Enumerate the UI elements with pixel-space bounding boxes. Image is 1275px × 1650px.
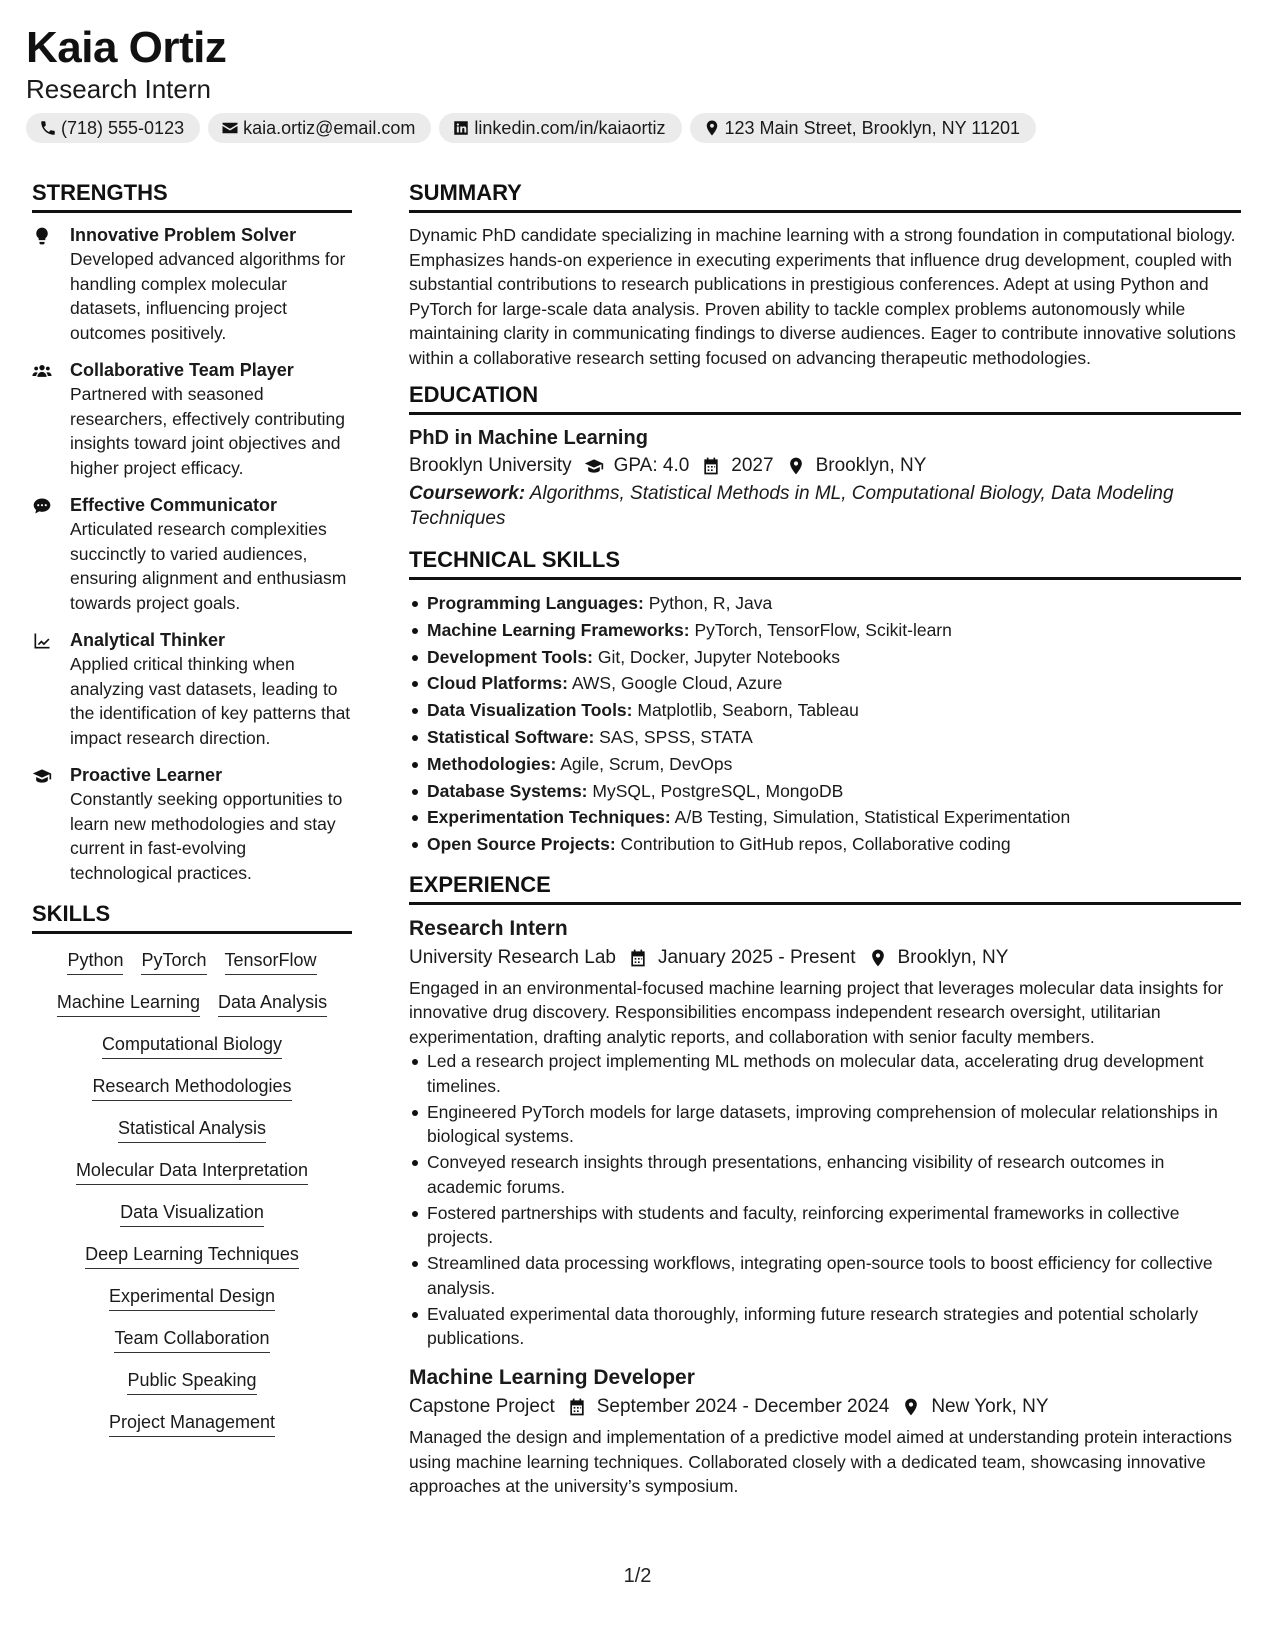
skill-values: A/B Testing, Simulation, Statistical Experimentation bbox=[674, 807, 1071, 828]
strength-title: Effective Communicator bbox=[70, 495, 278, 515]
skill-tag: Research Methodologies bbox=[92, 1070, 291, 1101]
strength-desc: Applied critical thinking when analyzing vast datasets, leading to the identification of key patterns that impact research direction. bbox=[70, 654, 351, 748]
skill-values: Matplotlib, Seaborn, Tableau bbox=[637, 700, 859, 721]
contact-linkedin[interactable] bbox=[439, 113, 681, 143]
page-number: 1/2 bbox=[623, 1565, 652, 1587]
lightbulb-icon bbox=[32, 226, 52, 246]
list-item bbox=[409, 617, 1241, 644]
degree-title: PhD in Machine Learning bbox=[409, 427, 648, 449]
skill-values: Contribution to GitHub repos, Collaborative coding bbox=[620, 834, 1011, 855]
strength-title: Innovative Problem Solver bbox=[70, 225, 297, 245]
candidate-name: Kaia Ortiz bbox=[26, 23, 227, 72]
strength-title: Proactive Learner bbox=[70, 765, 223, 785]
skill-values: MySQL, PostgreSQL, MongoDB bbox=[592, 780, 844, 801]
list-item: Fostered partnerships with students and faculty, reinforcing experimental frameworks in collective projects. bbox=[409, 1201, 1241, 1250]
contact-bar bbox=[26, 113, 1249, 143]
calendar-icon bbox=[628, 948, 648, 968]
skill-values: SAS, SPSS, STATA bbox=[599, 726, 753, 747]
skill-tag: Machine Learning bbox=[57, 986, 200, 1017]
skill-tag: PyTorch bbox=[141, 944, 206, 975]
graduation-cap-icon bbox=[584, 456, 604, 476]
list-item: Conveyed research insights through presentations, enhancing visibility of research outcomes in academic forums. bbox=[409, 1150, 1241, 1199]
email-text: kaia.ortiz@email.com bbox=[243, 117, 416, 138]
list-item bbox=[409, 644, 1241, 671]
skill-tag: Experimental Design bbox=[109, 1280, 275, 1311]
experience-entry bbox=[409, 915, 1241, 1351]
skill-values: PyTorch, TensorFlow, Scikit-learn bbox=[694, 619, 952, 640]
strength-desc: Articulated research complexities succinctly to varied audiences, ensuring alignment and enthusiasm towards project goals. bbox=[70, 519, 347, 613]
contact-email[interactable] bbox=[208, 113, 431, 143]
skill-tag: Statistical Analysis bbox=[118, 1112, 266, 1143]
list-item bbox=[409, 590, 1241, 617]
skill-values: Python, R, Java bbox=[648, 593, 773, 613]
list-item: Led a research project implementing ML methods on molecular data, accelerating drug development timelines. bbox=[409, 1049, 1241, 1098]
list-item: Engineered PyTorch models for large datasets, improving comprehension of molecular relationships in biological systems. bbox=[409, 1100, 1241, 1149]
list-item bbox=[409, 778, 1241, 805]
resume-header bbox=[26, 22, 1249, 143]
contact-address bbox=[690, 113, 1037, 143]
strength-desc: Developed advanced algorithms for handling complex molecular datasets, influencing project outcomes positively. bbox=[70, 249, 346, 343]
strength-desc: Constantly seeking opportunities to learn new methodologies and stay current in fast-evolving technological practices. bbox=[70, 789, 343, 883]
job-location: Brooklyn, NY bbox=[897, 946, 1009, 968]
job-bullets bbox=[409, 1049, 1241, 1351]
skill-tag: Project Management bbox=[109, 1406, 275, 1437]
job-org: University Research Lab bbox=[409, 946, 616, 968]
list-item bbox=[409, 697, 1241, 724]
skill-category: Statistical Software: bbox=[427, 726, 595, 747]
strength-title: Collaborative Team Player bbox=[70, 360, 294, 380]
experience-entry bbox=[409, 1364, 1241, 1499]
candidate-title: Research Intern bbox=[26, 74, 211, 104]
linkedin-text: linkedin.com/in/kaiaortiz bbox=[474, 117, 666, 138]
skills-list bbox=[32, 944, 352, 1448]
technical-skills-heading: TECHNICAL SKILLS bbox=[409, 545, 1241, 580]
envelope-icon bbox=[221, 119, 239, 137]
right-column bbox=[409, 178, 1241, 1499]
calendar-icon bbox=[567, 1397, 587, 1417]
chart-line-icon bbox=[32, 631, 52, 651]
job-location: New York, NY bbox=[931, 1396, 1049, 1418]
map-pin-icon bbox=[868, 948, 888, 968]
job-dates: January 2025 - Present bbox=[657, 946, 856, 968]
skill-tag: Team Collaboration bbox=[114, 1322, 269, 1353]
skill-tag: Computational Biology bbox=[102, 1028, 282, 1059]
left-column bbox=[32, 178, 352, 1448]
list-item: Streamlined data processing workflows, integrating open-source tools to boost efficiency for collective analysis. bbox=[409, 1251, 1241, 1300]
users-icon bbox=[32, 361, 52, 381]
strength-item bbox=[32, 628, 352, 750]
strength-title: Analytical Thinker bbox=[70, 630, 226, 650]
skill-category: Methodologies: bbox=[427, 753, 557, 774]
coursework-label: Coursework: bbox=[409, 483, 526, 504]
skill-tag: TensorFlow bbox=[225, 944, 317, 975]
skill-category: Machine Learning Frameworks: bbox=[427, 619, 690, 640]
education-heading: EDUCATION bbox=[409, 380, 1241, 415]
school-name: Brooklyn University bbox=[409, 455, 572, 476]
list-item: Evaluated experimental data thoroughly, informing future research strategies and potential scholarly publications. bbox=[409, 1302, 1241, 1351]
strength-desc: Partnered with seasoned researchers, effectively contributing insights toward joint objectives and higher project efficacy. bbox=[70, 384, 345, 478]
school-location: Brooklyn, NY bbox=[815, 455, 927, 476]
skill-category: Open Source Projects: bbox=[427, 834, 616, 855]
skill-tag: Deep Learning Techniques bbox=[85, 1238, 299, 1269]
map-pin-icon bbox=[703, 119, 721, 137]
skill-tag: Python bbox=[67, 944, 123, 975]
skill-values: Agile, Scrum, DevOps bbox=[560, 753, 733, 774]
map-pin-icon bbox=[901, 1397, 921, 1417]
gpa: GPA: 4.0 bbox=[613, 455, 690, 476]
linkedin-icon bbox=[452, 119, 470, 137]
skill-category: Programming Languages: bbox=[427, 593, 644, 613]
coursework-list: Algorithms, Statistical Methods in ML, Computational Biology, Data Modeling Techniques bbox=[409, 483, 1174, 529]
job-description: Managed the design and implementation of a predictive model aimed at understanding protein interactions using machine learning techniques. Collaborated closely with a dedicated team, showcasing innovative approaches at the university’s symposium. bbox=[409, 1427, 1233, 1497]
experience-heading: EXPERIENCE bbox=[409, 870, 1241, 905]
strength-item bbox=[32, 763, 352, 885]
list-item bbox=[409, 804, 1241, 831]
skill-category: Data Visualization Tools: bbox=[427, 700, 633, 721]
strength-item bbox=[32, 358, 352, 480]
list-item bbox=[409, 831, 1241, 858]
skill-tag: Data Analysis bbox=[218, 986, 327, 1017]
job-title: Machine Learning Developer bbox=[409, 1366, 695, 1390]
graduation-year: 2027 bbox=[731, 455, 774, 476]
job-org: Capstone Project bbox=[409, 1396, 555, 1418]
list-item bbox=[409, 724, 1241, 751]
coursework bbox=[409, 481, 1241, 531]
job-dates: September 2024 - December 2024 bbox=[596, 1396, 890, 1418]
skill-tag: Public Speaking bbox=[127, 1364, 256, 1395]
address-text: 123 Main Street, Brooklyn, NY 11201 bbox=[724, 117, 1021, 138]
technical-skills-list bbox=[409, 590, 1241, 858]
strengths-heading: STRENGTHS bbox=[32, 178, 352, 213]
job-meta bbox=[409, 943, 1241, 973]
summary-text: Dynamic PhD candidate specializing in machine learning with a strong foundation in computational biology. Emphasizes hands-on experience in executing experiments that influence drug development, coupled with substantial contributions to research publications in prestigious conferences. Adept at using Python and PyTorch for large-scale data analysis. Proven ability to tackle complex problems autonomously while maintaining clarity in communicating findings to diverse audiences. Eager to contribute innovative solutions within a collaborative research setting focused on advancing therapeutic methodologies. bbox=[409, 225, 1236, 368]
list-item bbox=[409, 670, 1241, 697]
skill-category: Database Systems: bbox=[427, 780, 588, 801]
education-meta bbox=[409, 451, 1241, 481]
phone-text: (718) 555-0123 bbox=[61, 117, 185, 138]
list-item bbox=[409, 751, 1241, 778]
job-title: Research Intern bbox=[409, 916, 568, 940]
skills-heading: SKILLS bbox=[32, 899, 352, 934]
strength-item bbox=[32, 493, 352, 615]
skill-values: Git, Docker, Jupyter Notebooks bbox=[597, 646, 841, 667]
strength-item bbox=[32, 223, 352, 345]
skill-tag: Data Visualization bbox=[120, 1196, 264, 1227]
phone-icon bbox=[39, 119, 57, 137]
calendar-icon bbox=[701, 456, 721, 476]
skill-tag: Molecular Data Interpretation bbox=[76, 1154, 308, 1185]
job-description: Engaged in an environmental-focused machine learning project that leverages molecular data insights for innovative drug discovery. Responsibilities encompass independent research oversight, utilitarian experimentation, drafting analytic reports, and collaboration with senior faculty members. bbox=[409, 977, 1224, 1047]
summary-heading: SUMMARY bbox=[409, 178, 1241, 213]
contact-phone[interactable] bbox=[26, 113, 200, 143]
graduation-cap-icon bbox=[32, 766, 52, 786]
skill-category: Cloud Platforms: bbox=[427, 673, 568, 694]
job-meta bbox=[409, 1392, 1241, 1422]
skill-category: Development Tools: bbox=[427, 646, 593, 667]
map-pin-icon bbox=[786, 456, 806, 476]
skill-category: Experimentation Techniques: bbox=[427, 807, 671, 828]
skill-values: AWS, Google Cloud, Azure bbox=[571, 673, 783, 694]
comment-icon bbox=[32, 496, 52, 516]
